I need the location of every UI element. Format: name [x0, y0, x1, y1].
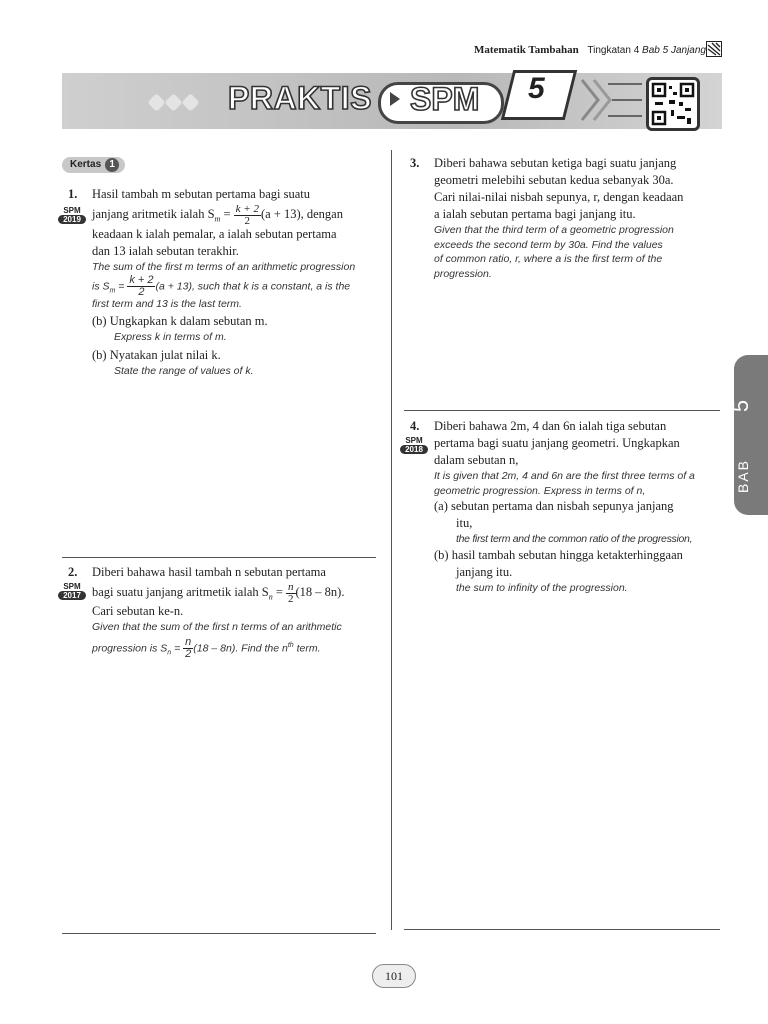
part-en: the first term and the common ratio of the progression,: [456, 533, 693, 545]
q1-line4: dan 13 ialah sebutan terakhir.: [92, 244, 239, 258]
q1-en-text: is S: [92, 279, 110, 292]
header-form: Tingkatan 4: [587, 45, 640, 56]
q2-en-text-b: (18 – 8n). Find the n: [193, 642, 288, 654]
question-4: [405, 418, 720, 595]
q1-line1: Hasil tambah m sebutan pertama bagi suatu: [92, 187, 310, 201]
divider: [62, 557, 376, 558]
q2-sub: n: [268, 592, 273, 602]
running-header: [474, 44, 706, 56]
banner-title: PRAKTIS: [228, 80, 372, 116]
paper-label: [62, 157, 125, 173]
q2-en-line1: Given that the sum of the first n terms of an arithmetic: [92, 621, 342, 633]
q1-sub: m: [214, 214, 221, 224]
q2-text: bagi suatu janjang aritmetik ialah S: [92, 585, 269, 599]
q3-line2: geometri melebihi sebutan kedua sebanyak 30a.: [434, 173, 674, 187]
part-ms-cont: itu,: [456, 516, 473, 530]
q3-en-line2: exceeds the second term by 30a. Find the values: [434, 238, 663, 251]
q1-line3: keadaan k ialah pemalar, a ialah sebutan pertama: [92, 227, 337, 241]
q2-en-text: progression is S: [92, 642, 168, 654]
q4-part-a: [434, 498, 720, 547]
frac-den: 2: [288, 592, 294, 605]
banner-spm: SPM: [410, 81, 480, 117]
part-en: State the range of values of k.: [114, 364, 254, 377]
badge-label: SPM: [63, 582, 81, 591]
q4-line2: pertama bagi suatu janjang geometri. Ungkapkan: [434, 436, 680, 450]
question-number: 2.: [68, 565, 78, 579]
frac-den: 2: [185, 647, 192, 660]
banner-dots: [150, 96, 201, 114]
q1-en-text-b: (a + 13), such that k is a constant, a is the: [155, 279, 351, 292]
frac-den: 2: [138, 285, 145, 298]
q1-en-sub: m: [109, 286, 116, 294]
question-number: 4.: [410, 419, 420, 433]
q2-line2: [92, 581, 378, 603]
part-ms-cont: janjang itu.: [456, 564, 513, 579]
q2-en-eq: =: [171, 642, 184, 654]
part-ms: Nyatakan julat nilai k.: [109, 347, 221, 362]
q2-en-line2: [92, 635, 378, 660]
play-icon: [390, 92, 400, 106]
fraction: [286, 582, 296, 605]
header-chapter: Bab 5 Janjang: [642, 45, 706, 56]
q3-en-line1: Given that the third term of a geometric progression: [434, 224, 674, 236]
part-label: (b): [434, 547, 449, 562]
q1-part-2: [92, 347, 378, 379]
q3-en-line4: progression.: [434, 267, 492, 280]
banner-stripes: [580, 78, 644, 122]
q1-en-line2: [92, 275, 378, 297]
part-en: Express k in terms of m.: [114, 331, 227, 343]
question-number: 3.: [410, 156, 420, 170]
part-label: (a): [434, 499, 448, 513]
spm-year-badge: [58, 582, 86, 600]
badge-year: 2017: [58, 591, 86, 600]
q3-en-line3: of common ratio, r, where a is the first term of the: [434, 253, 663, 265]
qr-code-icon[interactable]: [646, 77, 700, 131]
part-en: the sum to infinity of the progression.: [456, 581, 628, 594]
fraction: [127, 275, 155, 298]
badge-label: SPM: [63, 206, 81, 215]
q2-eq: =: [272, 585, 287, 599]
frac-num: n: [288, 580, 294, 593]
part-label: (b): [92, 347, 107, 362]
fraction: [234, 204, 261, 227]
header-subject: Matematik Tambahan: [473, 44, 579, 56]
spm-year-badge: [400, 436, 428, 454]
q4-en-line2: geometric progression. Express in terms of n,: [434, 484, 646, 497]
frac-den: 2: [244, 214, 251, 227]
q4-part-b: [434, 547, 720, 596]
fraction: [183, 637, 193, 660]
q3-line1: Diberi bahawa sebutan ketiga bagi suatu janjang: [434, 156, 677, 170]
side-tab-label: BAB: [735, 458, 752, 494]
q3-line3: Cari nilai-nilai nisbah sepunya, r, dengan keadaan: [434, 190, 684, 204]
side-tab-number: 5: [728, 399, 754, 413]
q1-text: janjang aritmetik ialah S: [92, 207, 215, 221]
digital-resource-icon: [706, 41, 722, 57]
divider: [404, 410, 720, 411]
q1-part-1: [92, 313, 378, 345]
bottom-rule-left: [62, 933, 376, 934]
badge-year: 2018: [400, 445, 428, 454]
q3-line4: a ialah sebutan pertama bagi janjang itu.: [434, 207, 636, 221]
part-ms: hasil tambah sebutan hingga ketakterhinggaan: [451, 547, 683, 562]
q1-text-b: (a + 13), dengan: [260, 207, 343, 221]
paper-label-text: Kertas: [70, 159, 102, 170]
part-ms: Ungkapkan k dalam sebutan m.: [109, 314, 268, 328]
paper-number: 1: [105, 158, 119, 172]
bottom-rule-right: [404, 929, 720, 930]
q2-en-text-c: term.: [293, 642, 321, 654]
frac-num: n: [185, 635, 192, 648]
q4-en-line1: It is given that 2m, 4 and 6n are the first three terms of a: [434, 470, 695, 482]
q1-eq: =: [220, 207, 234, 221]
frac-num: k + 2: [129, 273, 154, 286]
q4-line1: Diberi bahawa 2m, 4 dan 6n ialah tiga sebutan: [434, 419, 667, 433]
badge-label: SPM: [405, 436, 423, 445]
q2-en-sub: n: [167, 649, 172, 657]
q2-line1: Diberi bahawa hasil tambah n sebutan pertama: [92, 565, 326, 579]
q1-en-line1: The sum of the first m terms of an arithmetic progression: [92, 261, 356, 273]
column-divider: [391, 150, 392, 930]
q1-line2: [92, 203, 378, 226]
question-number: 1.: [68, 187, 78, 201]
page-number: 101: [372, 964, 416, 988]
banner-number: 5: [528, 72, 545, 105]
q1-en-line3: first term and 13 is the last term.: [92, 297, 242, 310]
question-1: [63, 186, 378, 378]
q2-text-b: (18 – 8n).: [295, 585, 345, 599]
q1-en-eq: =: [115, 279, 128, 292]
q2-en-sup: th: [287, 641, 294, 649]
frac-num: k + 2: [235, 202, 259, 215]
q2-line3: Cari sebutan ke-n.: [92, 604, 184, 618]
part-label: (b): [92, 314, 107, 328]
part-ms: sebutan pertama dan nisbah sepunya janjang: [451, 499, 674, 513]
q4-line3: dalam sebutan n,: [434, 453, 519, 467]
question-3: [410, 155, 720, 281]
badge-year: 2019: [58, 215, 86, 224]
spm-year-badge: [58, 206, 86, 224]
question-2: [63, 564, 378, 660]
